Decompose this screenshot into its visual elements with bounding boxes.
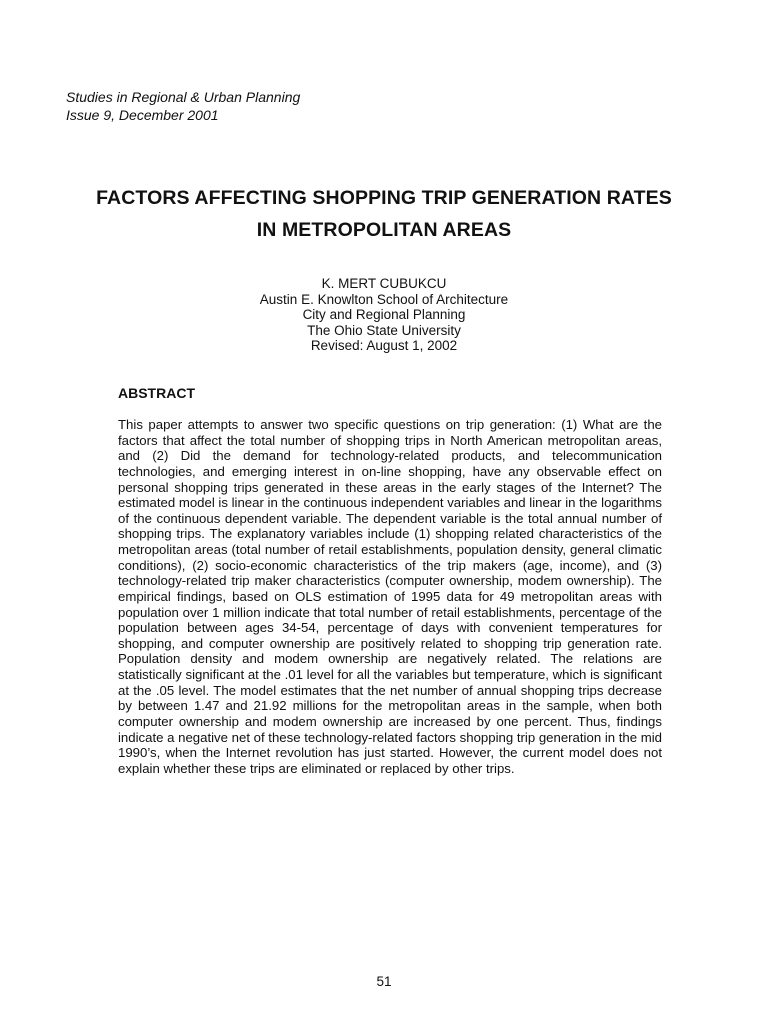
journal-issue: Issue 9, December 2001 (66, 107, 219, 123)
abstract-body: This paper attempts to answer two specific questions on trip generation: (1) What are the factors that affect the total number of shopping trips in North American metropolitan areas, and (2) Did the demand for technology-related products, and telecommunication technologies, and emerging interest in on-line shopping, have any observable effect on personal shopping trips generated in these areas in the early stages of the Internet? The estimated model is linear in the continuous independent variables and linear in the logarithms of the continuous dependent variable. The dependent variable is the total annual number of shopping trips. The explanatory variables include (1) shopping related characteristics of the metropolitan areas (total number of retail establishments, population density, general climatic conditions), (2) socio-economic characteristics of the trip makers (age, income), and (3) technology-related trip maker characteristics (computer ownership, modem ownership). The empirical findings, based on OLS estimation of 1995 data for 49 metropolitan areas with population over 1 million indicate that total number of retail establishments, percentage of the population between ages 34-54, percentage of days with convenient temperatures for shopping, and computer ownership are positively related to shopping trip generation rate. Population density and modem ownership are negatively related. The relations are statistically significant at the .01 level for all the variables but temperature, which is significant at the .05 level. The model estimates that the net number of annual shopping trips decrease by between 1.47 and 21.92 millions for the metropolitan areas in the sample, when both computer ownership and modem ownership are increased by one percent. Thus, findings indicate a negative net of these technology-related factors shopping trip generation in the mid 1990’s, when the Internet revolution has just started. However, the current model does not explain whether these trips are eliminated or replaced by other trips. (118, 417, 662, 776)
paper-title (60, 182, 708, 246)
paper-title-line-2: IN METROPOLITAN AREAS (256, 219, 512, 241)
author-name: K. MERT CUBUKCU (321, 276, 447, 291)
author-university: The Ohio State University (307, 322, 461, 338)
author-school: Austin E. Knowlton School of Architecture (259, 291, 509, 307)
revision-date: Revised: August 1, 2002 (310, 338, 458, 354)
paper-title-line-1: FACTORS AFFECTING SHOPPING TRIP GENERATION RATES (96, 187, 672, 209)
author-block (160, 276, 608, 354)
author-department: City and Regional Planning (302, 307, 466, 323)
journal-name: Studies in Regional & Urban Planning (66, 89, 301, 105)
page-number: 51 (376, 974, 392, 989)
journal-header (66, 88, 300, 124)
abstract-heading: ABSTRACT (118, 385, 195, 401)
